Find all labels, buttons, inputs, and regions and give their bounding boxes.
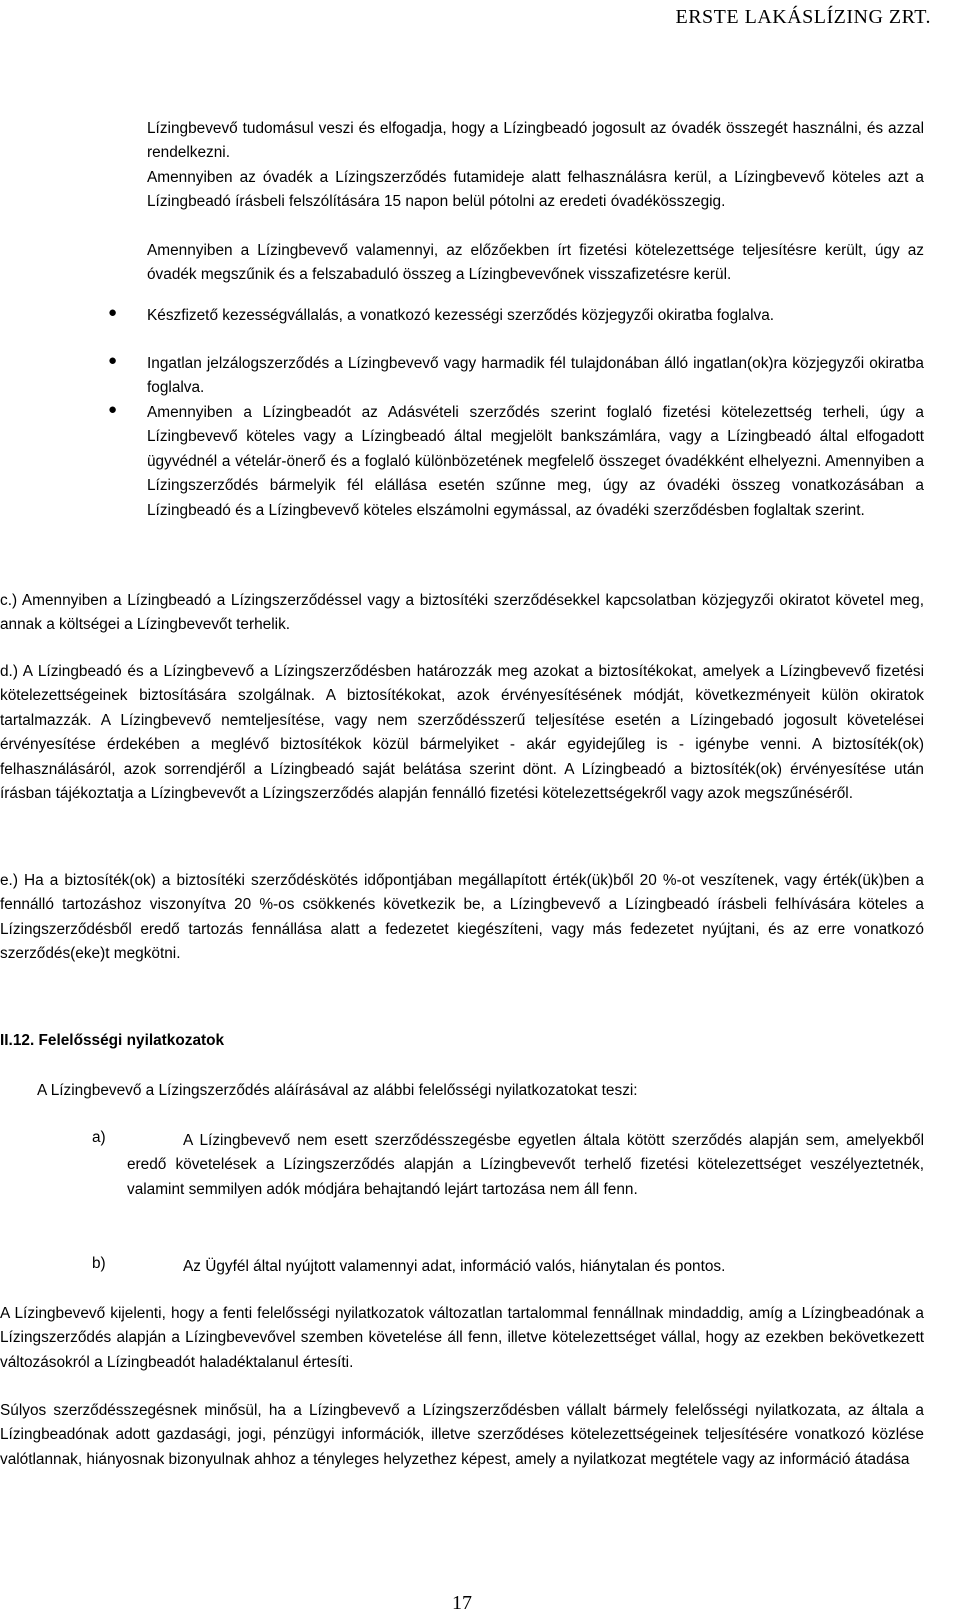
bullet-down-payment: Amennyiben a Lízingbeadót az Adásvételi szerződés szerint foglaló fizetési kötelezettség terheli, úgy a Lízingbevevő köteles vagy a Lízingbeadó által megjelölt bankszámlára, vagy a Lízingbeadó által elfogadott ügyvédnél a vételár-önerő és a foglaló különbözetének megfelelő összeget óvadékként elhelyezni. Amennyiben a Lízingszerződés bármelyik fél elállása esetén szűnne meg, úgy az óvadéki összeg vonatkozásában a Lízingbeadó és a Lízingbevevő köteles elszámolni egymással, az óvadéki szerződésben foglaltak szerint. [147,404,924,519]
section-heading: II.12. Felelősségi nyilatkozatok [0,1032,225,1049]
bullet-icon: ● [108,352,118,369]
item-b-label: b) [92,1255,106,1272]
declarations-intro: A Lízingbevevő a Lízingszerződés aláírásával az alábbi felelősségi nyilatkozatokat teszi: [37,1082,638,1099]
paragraph-c: c.) Amennyiben a Lízingbeadó a Lízingszerződéssel vagy a biztosítéki szerződésekkel kapcsolatban közjegyzői okiratot követel meg, annak a költségei a Lízingbevevőt terhelik. [0,592,924,634]
paragraph-severe-breach: Súlyos szerződésszegésnek minősül, ha a Lízingbevevő a Lízingszerződésben vállalt bármely felelősségi nyilatkozata, az általa a Lízingbeadónak adott gazdasági, jogi, pénzügyi információk, illetve szerződéses kötelezettségeinek teljesítésére vonatkozó közlése valótlannak, hiányosnak bizonyulnak ahhoz a tényleges helyzethez képest, amely a nyilatkozat megtétele vagy az információ átadása [0,1402,924,1468]
page-number: 17 [452,1592,472,1614]
header-company: ERSTE LAKÁSLÍZING ZRT. [675,6,931,28]
bullet-mortgage: Ingatlan jelzálogszerződés a Lízingbevevő vagy harmadik fél tulajdonában álló ingatlan(ok)ra közjegyzői okiratba foglalva. [147,355,924,397]
paragraph-declaration: A Lízingbevevő kijelenti, hogy a fenti felelősségi nyilatkozatok változatlan tartalommal fennállnak mindaddig, amíg a Lízingbeadónak a Lízingszerződés alapján a Lízingbevevővel szemben követelése áll fenn, illetve kötelezettséget vállal, hogy az ezekben bekövetkezett változásokról a Lízingbeadót haladéktalanul értesíti. [0,1305,924,1371]
paragraph-e: e.) Ha a biztosíték(ok) a biztosítéki szerződéskötés időpontjában megállapított érték(ük)ből 20 %-ot veszítenek, vagy érték(ük)ben a fennálló tartozáshoz viszonyítva 20 %-os csökkenés következik be, a Lízingbevevő a Lízingbeadó írásbeli felhívására köteles a Lízingszerződésből eredő tartozás fennállása alatt a fedezetet kiegészíteni, vagy más fedezetet nyújtani, és az erre vonatkozó szerződés(eke)t megkötni. [0,872,924,963]
bullet-guarantee: Készfizető kezességvállalás, a vonatkozó kezességi szerződés közjegyzői okiratba foglalva. [147,307,775,324]
bullet-icon: ● [108,401,118,418]
item-a-text: A Lízingbevevő nem esett szerződésszegésbe egyetlen általa kötött szerződés alapján sem, amelyekből eredő követelések a Lízingszerződés alapján a Lízingbevevőt terhelő fizetési kötelezettséget veszélyeztetnék, valamint semmilyen adók módjára behajtandó lejárt tartozása nem áll fenn. [127,1132,924,1198]
bullet-icon: ● [108,304,118,321]
paragraph-deposit-usage: Lízingbevevő tudomásul veszi és elfogadja, hogy a Lízingbeadó jogosult az óvadék összegét használni, és azzal rendelkezni. [147,120,924,162]
paragraph-deposit-refund: Amennyiben a Lízingbevevő valamennyi, az előzőekben írt fizetési kötelezettsége teljesítésre került, úgy az óvadék megszűnik és a felszabaduló összeg a Lízingbevevőnek visszafizetésre kerül. [147,242,924,284]
item-b-text: Az Ügyfél által nyújtott valamennyi adat, információ valós, hiánytalan és pontos. [183,1258,726,1275]
paragraph-d: d.) A Lízingbeadó és a Lízingbevevő a Lízingszerződésben határozzák meg azokat a biztosítékokat, amelyek a Lízingbevevő fizetési kötelezettségeinek biztosítására szolgálnak. A biztosítékokat, azok érvényesítésének módját, következményeit külön okiratok tartalmazzák. A Lízingbevevő nemteljesítése, vagy nem szerződésszerű teljesítése esetén a Lízingebadó jogosult követelései érvényesítése érdekében a meglévő biztosítékok közül bármelyiket - akár egyidejűleg is - igénybe venni. A biztosíték(ok) felhasználásáról, azok sorrendjéről a Lízingbeadó saját belátása szerint dönt. A Lízingbeadó a biztosíték(ok) érvényesítése után írásban tájékoztatja a Lízingbevevőt a Lízingszerződés alapján fennálló fizetési kötelezettségekről vagy azok megszűnéséről. [0,663,924,803]
item-a-label: a) [92,1129,106,1146]
paragraph-deposit-replenish: Amennyiben az óvadék a Lízingszerződés futamideje alatt felhasználásra kerül, a Lízingbevevő köteles azt a Lízingbeadó írásbeli felszólítására 15 napon belül pótolni az eredeti óvadékösszegig. [147,169,924,211]
